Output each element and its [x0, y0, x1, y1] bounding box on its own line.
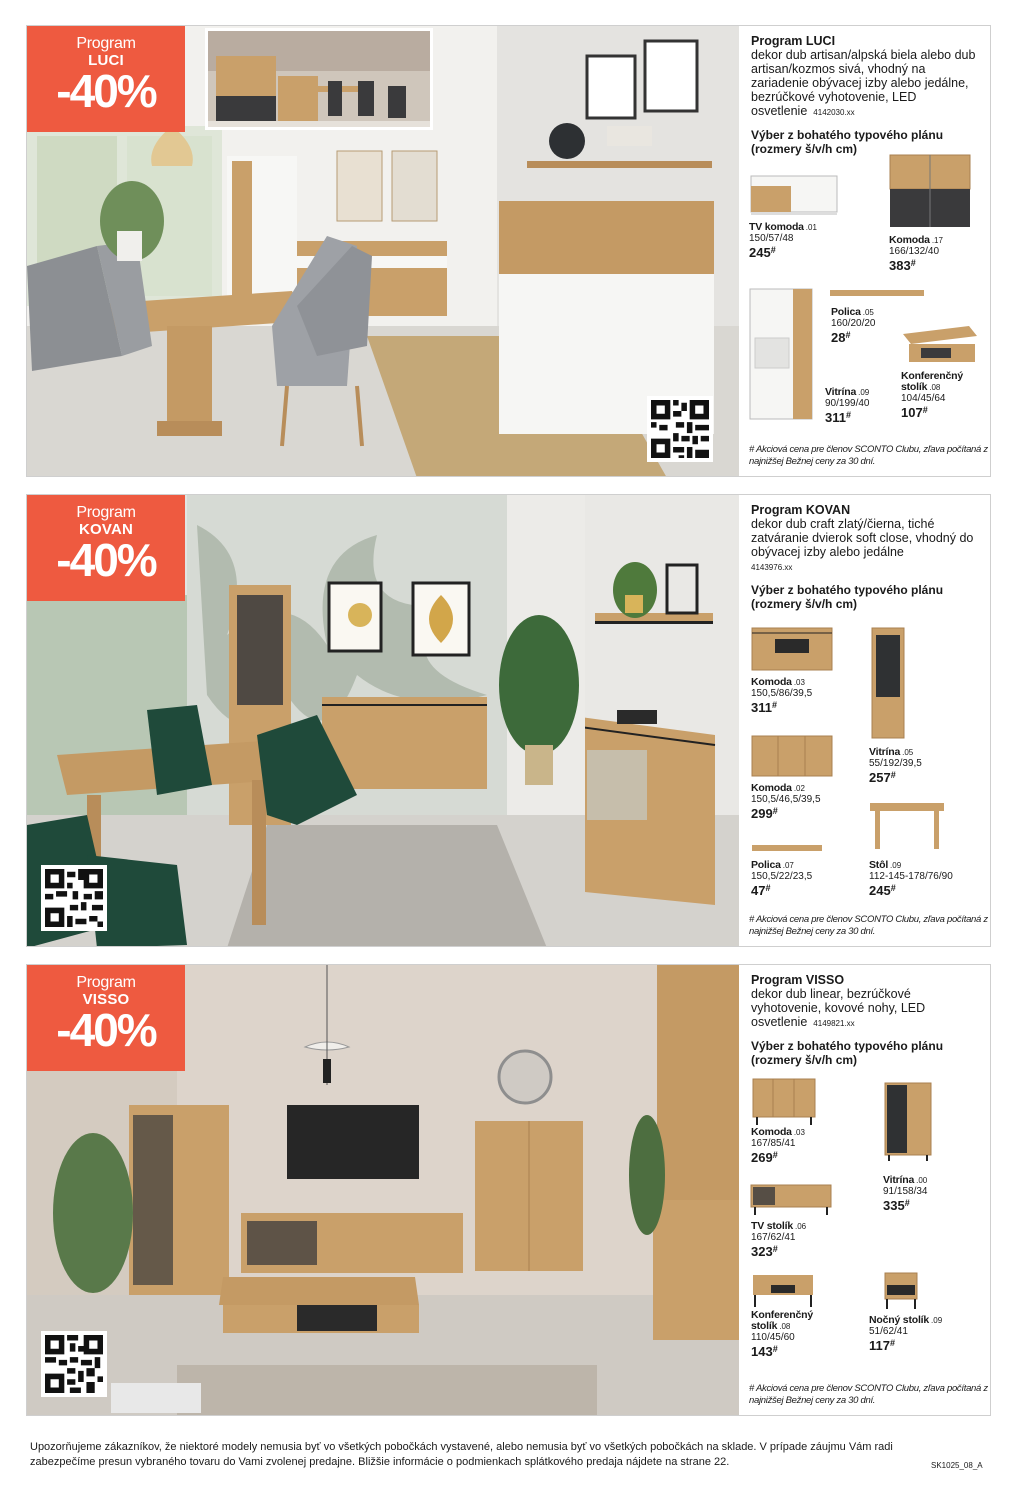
product-vitrina-05: Vitrína .05 55/192/39,5 257#: [869, 746, 922, 785]
product-nocny-stolik-09: Nočný stolík .09 51/62/41 117#: [869, 1314, 943, 1353]
badge-program-name: LUCI: [88, 52, 124, 69]
badge-program-name: KOVAN: [78, 521, 134, 538]
product-vitrina-09: Vitrína .09 90/199/40 311#: [825, 386, 870, 425]
program-description: dekor dub craft zlatý/čierna, tiché zatváranie dvierok soft close, vhodný do obývacej izby alebo jedálne 4143976.xx: [751, 517, 974, 572]
product-konferencny-stolik-08: Konferenčný stolík .08 110/45/60 143#: [751, 1309, 813, 1359]
program-title: Program VISSO: [751, 973, 845, 987]
konferencny-stolik-thumb: [899, 322, 979, 366]
program-code: 4142030.xx: [813, 108, 855, 117]
luci-discount-badge: [27, 26, 185, 132]
selection-heading: Výber z bohatého typového plánu (rozmery š/v/h cm): [751, 128, 944, 156]
availability-disclaimer: Upozorňujeme zákazníkov, že niektoré modely nemusia byť vo všetkých pobočkách vystavené, alebo nemusia byť vo všetkých pobočkách na sklade. V prípade záujmu Vám radi zabezpečíme presun vybraného tovaru do Vami zvolenej predajne. Bližšie informácie o podmienkach splátkového predaja nájdete na strane 22.: [30, 1441, 893, 1468]
kovan-info-panel: [739, 495, 990, 946]
program-code: 4143976.xx: [751, 563, 793, 572]
tv-komoda-thumb: [749, 174, 839, 216]
selection-heading: Výber z bohatého typového plánu (rozmery š/v/h cm): [751, 583, 944, 611]
nocny-stolik-09-thumb: [883, 1271, 919, 1311]
visso-qr-code[interactable]: [41, 1331, 107, 1397]
page-code: SK1025_08_A: [931, 1461, 983, 1470]
program-code: 4149821.xx: [813, 1019, 855, 1028]
product-konferencny-stolik: Konferenčný stolík .08 104/45/64 107#: [901, 370, 963, 420]
visso-info-panel: [739, 965, 990, 1415]
badge-program-name: VISSO: [82, 991, 130, 1008]
komoda-02-thumb: [751, 735, 833, 779]
badge-discount: -40%: [56, 1004, 156, 1056]
badge-label: Program: [76, 974, 136, 991]
luci-inset-photo: [205, 28, 433, 130]
product-komoda-02: Komoda .02 150,5/46,5/39,5 299#: [751, 782, 821, 821]
product-tv-komoda: TV komoda .01 150/57/48 245#: [749, 221, 817, 260]
visso-discount-badge: [27, 965, 185, 1071]
product-komoda-03: Komoda .03 167/85/41 269#: [751, 1126, 805, 1165]
badge-discount: -40%: [56, 534, 156, 586]
komoda-03-thumb: [751, 1077, 817, 1127]
kovan-discount-badge: [27, 495, 185, 601]
product-polica: Polica .05 160/20/20 28#: [831, 306, 876, 345]
product-polica-07: Polica .07 150,5/22/23,5 47#: [751, 859, 813, 898]
kovan-sideboard-photo: [585, 495, 739, 947]
badge-label: Program: [76, 504, 136, 521]
section-kovan: [26, 494, 991, 947]
program-description: dekor dub linear, bezrúčkové vyhotovenie, kovové nohy, LED osvetlenie 4149821.xx: [751, 987, 926, 1029]
kovan-qr-code[interactable]: [41, 865, 107, 931]
luci-qr-code[interactable]: [647, 396, 713, 462]
club-price-note: # Akciová cena pre členov SCONTO Clubu, zľava počítaná z najnižšej Bežnej ceny za 30 dní.: [749, 1383, 988, 1406]
badge-label: Program: [76, 35, 136, 52]
polica-thumb: [829, 288, 925, 298]
program-description: dekor dub artisan/alpská biela alebo dub artisan/kozmos sivá, vhodný na zariadenie obývacej izby alebo jedálne, bezrúčkové vyhotovenie, LED osvetlenie 4142030.xx: [751, 48, 976, 118]
program-title: Program KOVAN: [751, 503, 851, 517]
product-tv-stolik-06: TV stolík .06 167/62/41 323#: [751, 1220, 807, 1259]
product-stol-09: Stôl .09 112-145-178/76/90 245#: [869, 859, 953, 898]
komoda-17-thumb: [889, 154, 971, 228]
club-price-note: # Akciová cena pre členov SCONTO Clubu, zľava počítaná z najnižšej Bežnej ceny za 30 dní.: [749, 914, 988, 937]
product-komoda-03: Komoda .03 150,5/86/39,5 311#: [751, 676, 813, 715]
vitrina-00-thumb: [883, 1081, 933, 1163]
luci-info-panel: [739, 26, 990, 476]
komoda-03-thumb: [751, 627, 833, 673]
vitrina-05-thumb: [871, 627, 905, 739]
vitrina-09-thumb: [749, 288, 813, 420]
section-visso: [26, 964, 991, 1416]
selection-heading: Výber z bohatého typového plánu (rozmery š/v/h cm): [751, 1039, 944, 1067]
club-price-note: # Akciová cena pre členov SCONTO Clubu, zľava počítaná z najnižšej Bežnej ceny za 30 dní.: [749, 444, 988, 467]
polica-07-thumb: [751, 843, 823, 853]
product-vitrina-00: Vitrína .00 91/158/34 335#: [883, 1174, 928, 1213]
tv-stolik-06-thumb: [749, 1183, 833, 1217]
stol-09-thumb: [869, 801, 945, 851]
badge-discount: -40%: [56, 65, 156, 117]
program-title: Program LUCI: [751, 34, 836, 48]
konferencny-stolik-08-thumb: [751, 1271, 815, 1309]
product-komoda-17: Komoda .17 166/132/40 383#: [889, 234, 943, 273]
section-luci: [26, 25, 991, 477]
